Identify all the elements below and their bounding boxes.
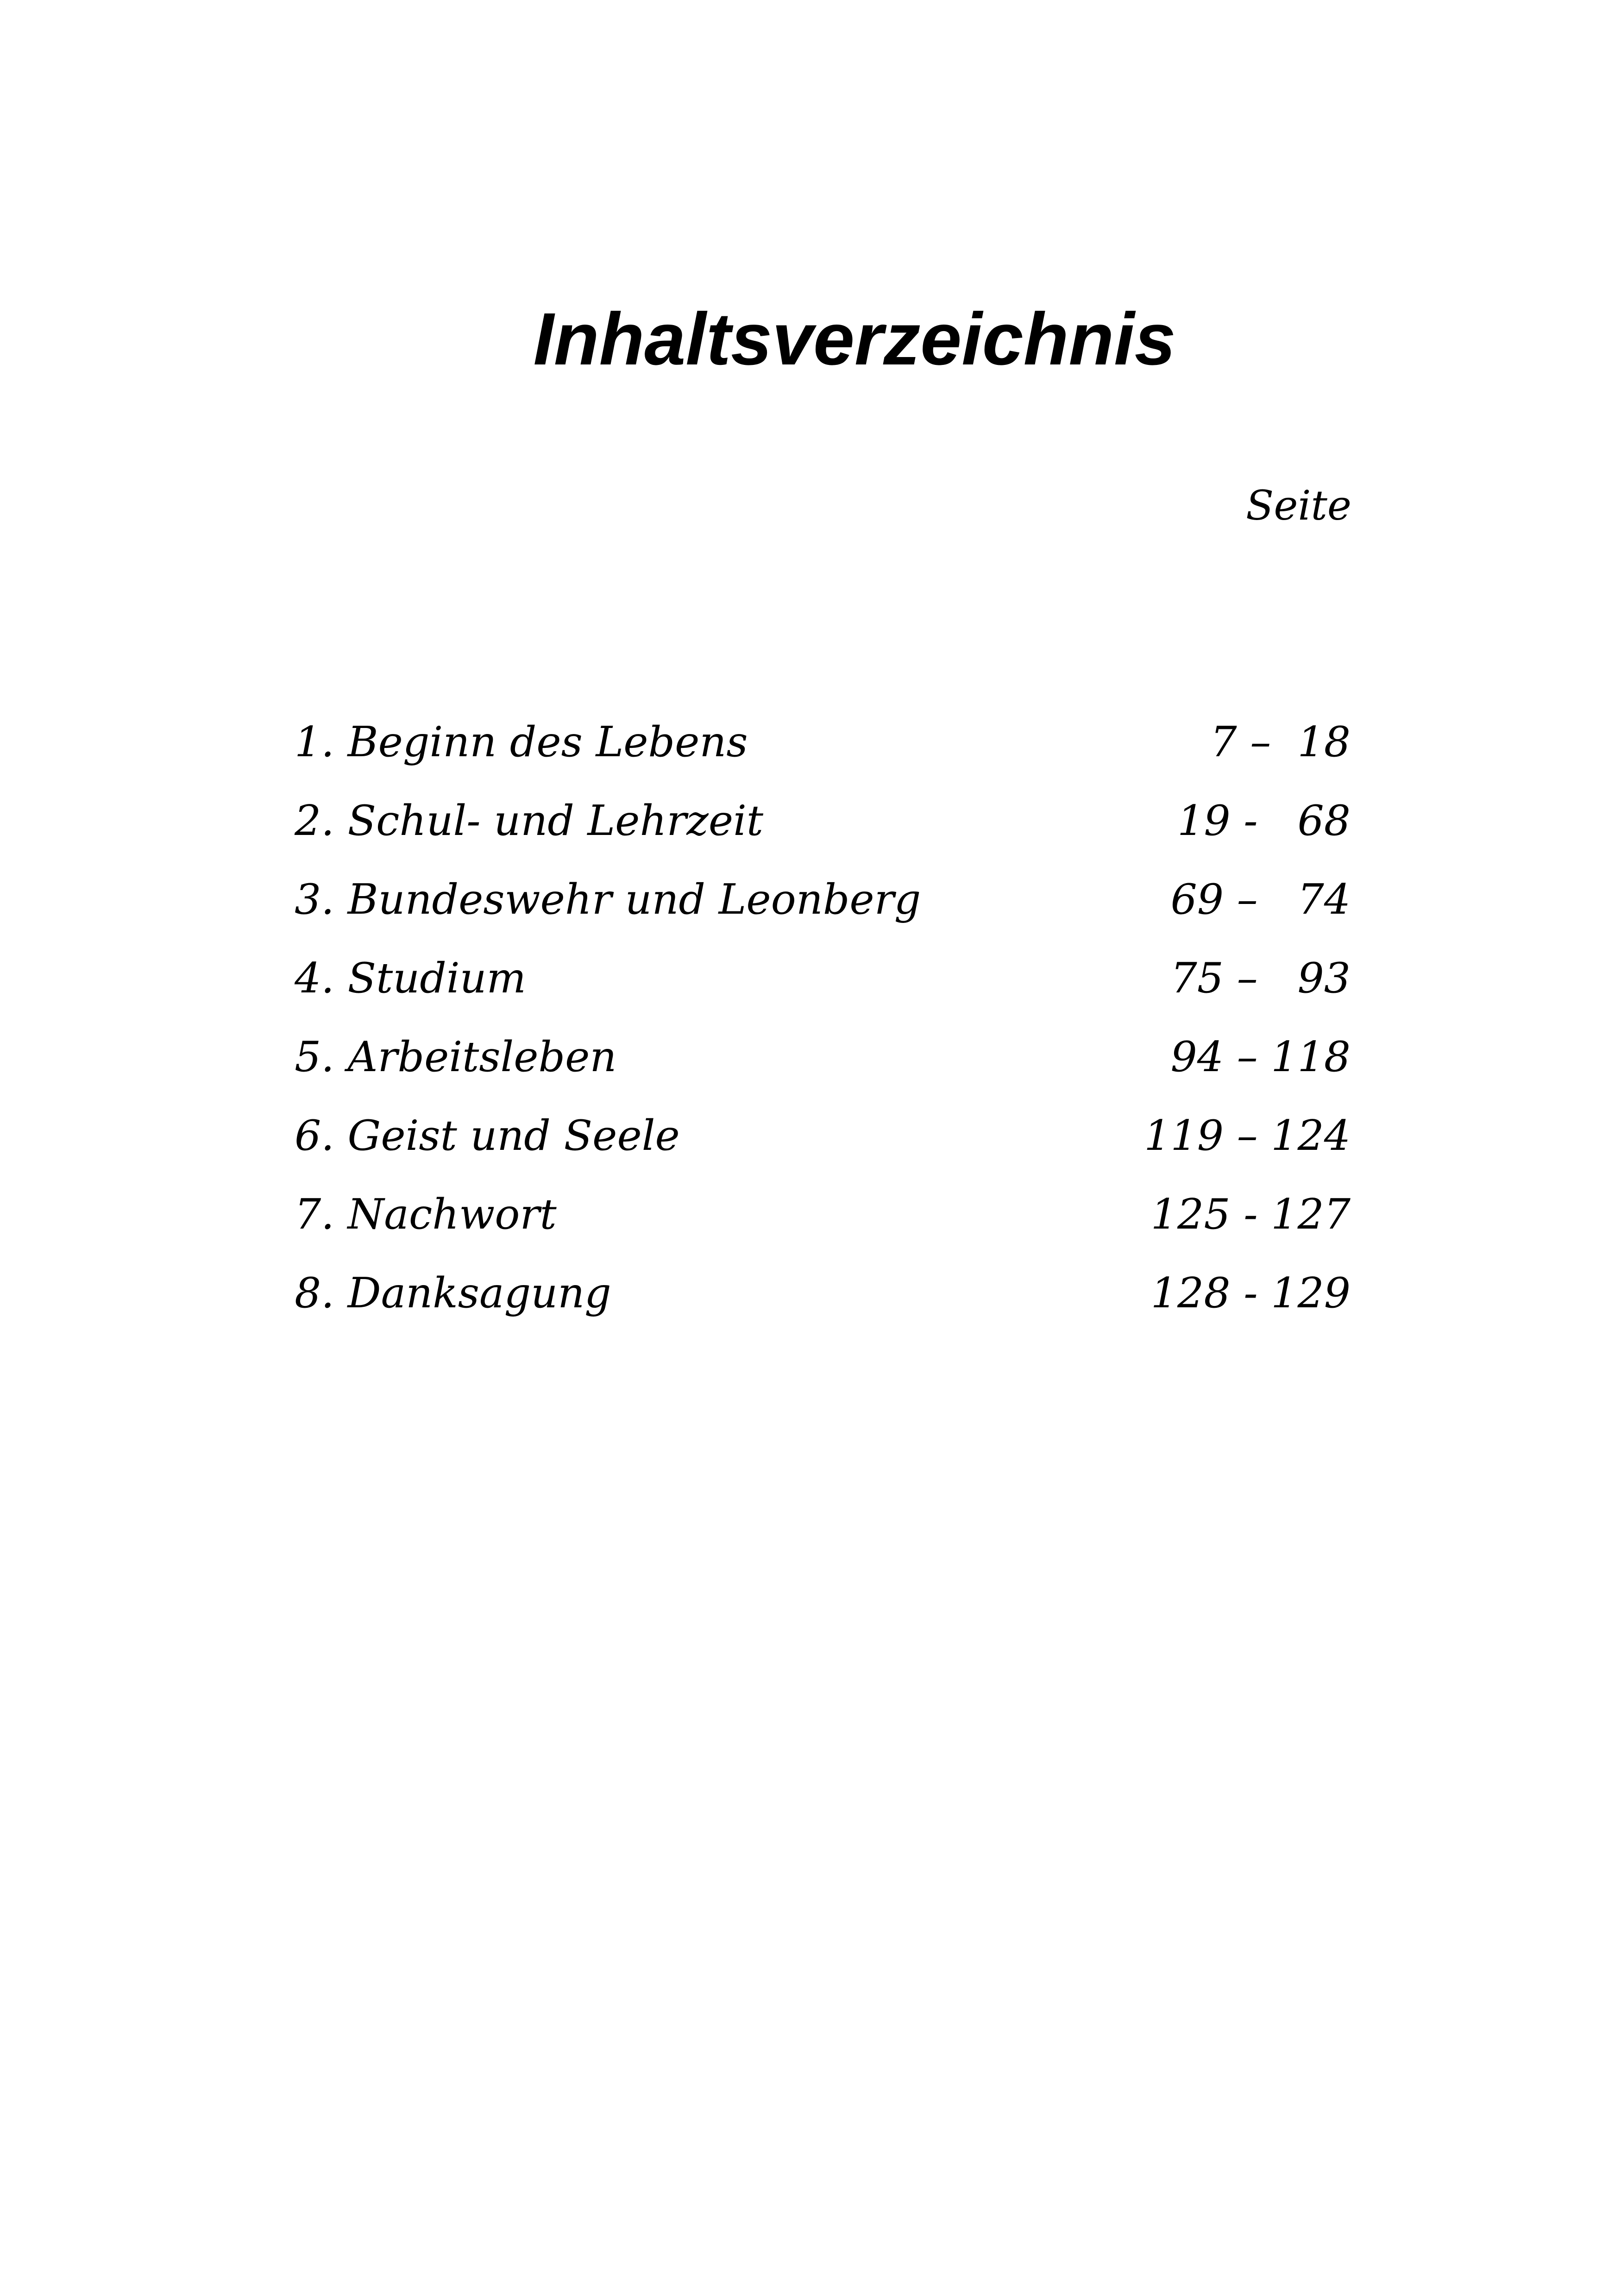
- toc-entry-pages: 7 – 18: [1210, 718, 1351, 766]
- toc-entry-label: 1. Beginn des Lebens: [295, 718, 748, 766]
- toc-entry-pages: 75 – 93: [1170, 954, 1351, 1003]
- toc-entry: [295, 954, 1351, 1033]
- toc-entry: [295, 1111, 1351, 1190]
- page-column-header: Seite: [1246, 482, 1351, 529]
- toc-entry: [295, 1190, 1351, 1269]
- toc-entry-label: 7. Nachwort: [295, 1190, 557, 1239]
- toc-entry: [295, 797, 1351, 875]
- toc-entry-label: 2. Schul- und Lehrzeit: [295, 797, 764, 845]
- toc-entry-label: 6. Geist und Seele: [295, 1111, 680, 1160]
- toc-entry-pages: 125 - 127: [1150, 1190, 1351, 1239]
- toc-entry-pages: 119 – 124: [1144, 1111, 1351, 1160]
- toc-entry: [295, 875, 1351, 954]
- toc-entry-pages: 19 - 68: [1177, 797, 1351, 845]
- toc-entry-label: 5. Arbeitsleben: [295, 1033, 617, 1081]
- toc-entry: [295, 1269, 1351, 1348]
- toc-entry-pages: 69 – 74: [1170, 875, 1351, 924]
- toc-entry-pages: 128 - 129: [1150, 1269, 1351, 1317]
- page-title: Inhaltsverzeichnis: [533, 297, 1176, 380]
- toc-entry-label: 8. Danksagung: [295, 1269, 611, 1317]
- toc-entry-label: 4. Studium: [295, 954, 526, 1003]
- toc-entry-pages: 94 – 118: [1170, 1033, 1351, 1081]
- toc-entry-label: 3. Bundeswehr und Leonberg: [295, 875, 921, 924]
- toc-entry: [295, 1033, 1351, 1111]
- toc-entry: [295, 718, 1351, 797]
- table-of-contents: [295, 718, 1351, 1348]
